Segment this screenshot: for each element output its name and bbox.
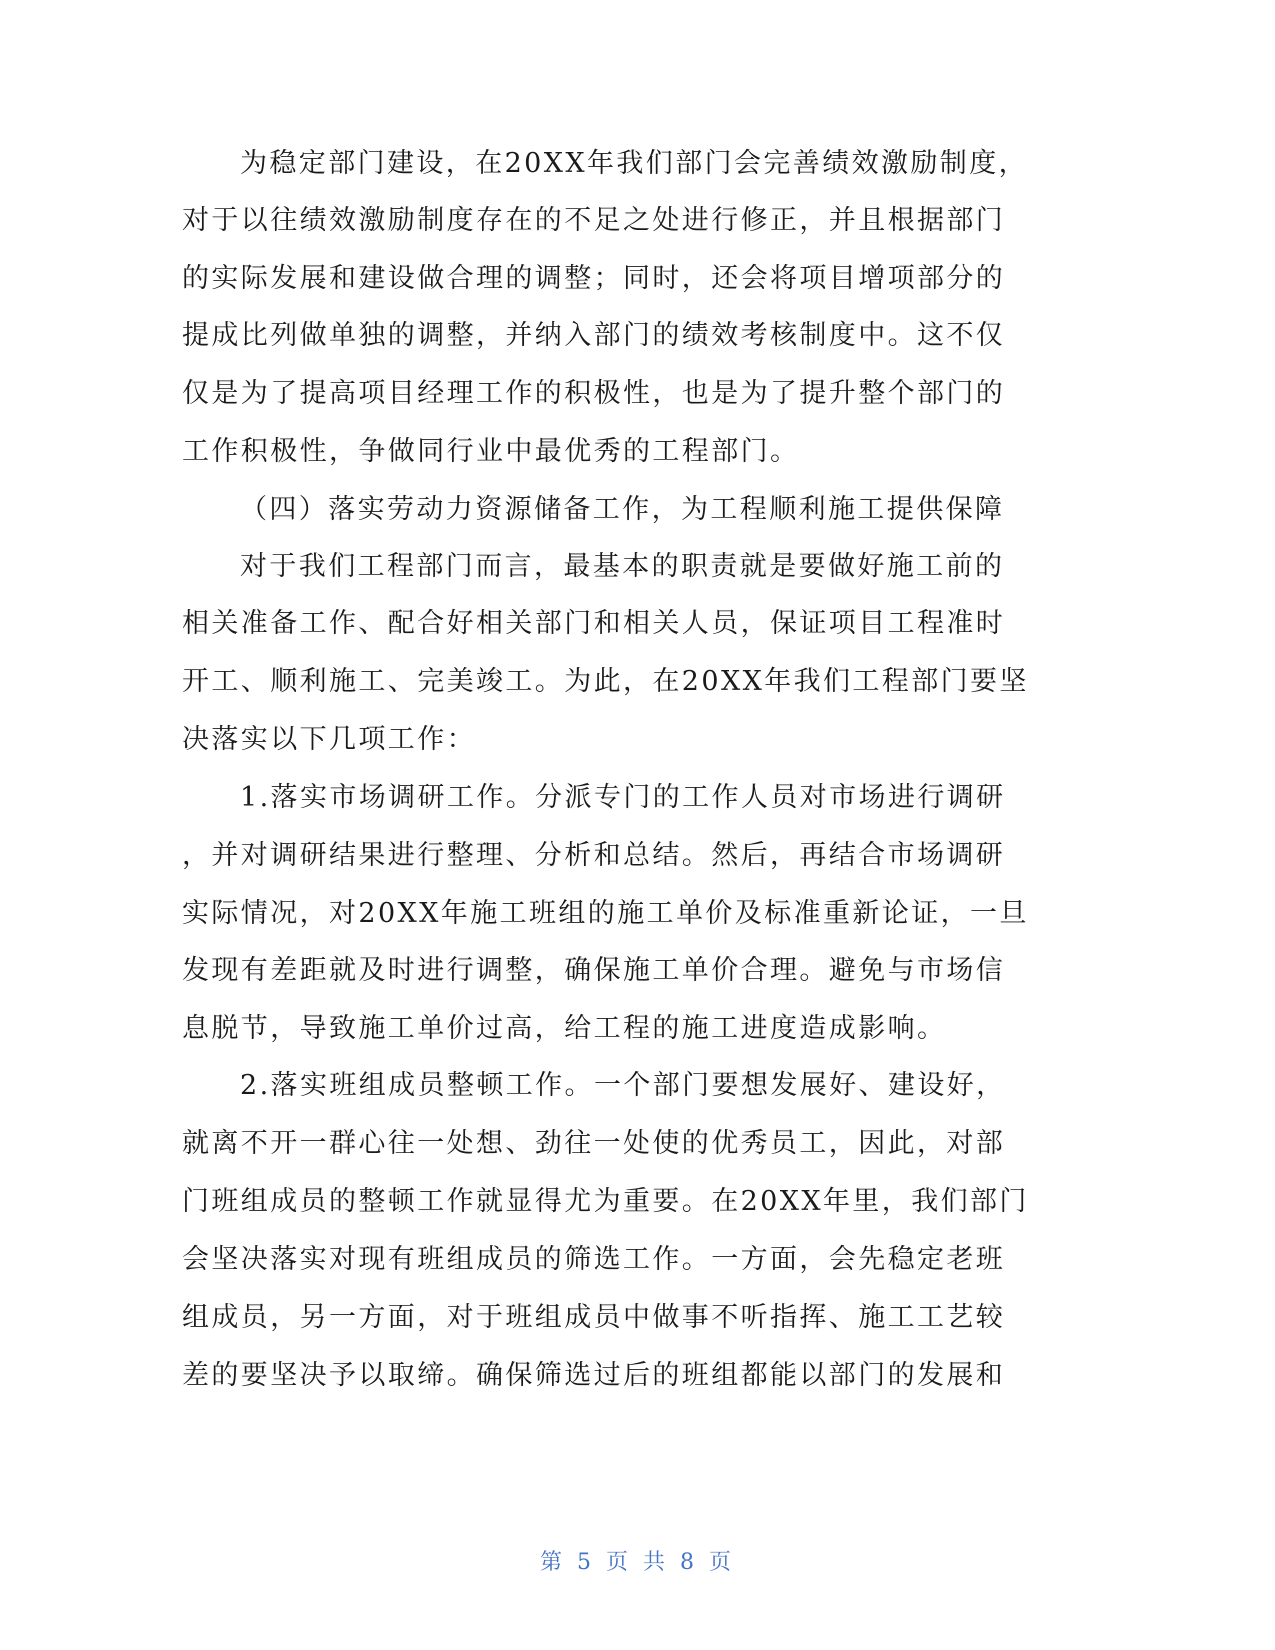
- text-line: [0, 999, 1275, 1059]
- text-line: [0, 134, 1275, 194]
- text-line: [0, 364, 1275, 424]
- text-line: [0, 652, 1275, 712]
- text-line-content: 会坚决落实对现有班组成员的筛选工作。一方面，会先稳定老班: [182, 1244, 1006, 1275]
- section-heading: [0, 480, 1275, 540]
- text-line-content: 仅是为了提高项目经理工作的积极性，也是为了提升整个部门的: [182, 378, 1006, 409]
- text-line-content: 1.落实市场调研工作。分派专门的工作人员对市场进行调研: [240, 782, 1006, 813]
- text-line: [0, 537, 1275, 597]
- text-line: [0, 422, 1275, 482]
- text-line-content: 决落实以下几项工作：: [182, 724, 476, 755]
- text-line-content: 门班组成员的整顿工作就显得尤为重要。在20XX年里，我们部门: [182, 1186, 1029, 1217]
- text-line: [0, 710, 1275, 770]
- text-line-content: 息脱节，导致施工单价过高，给工程的施工进度造成影响。: [182, 1013, 947, 1044]
- text-line-content: 组成员，另一方面，对于班组成员中做事不听指挥、施工工艺较: [182, 1302, 1006, 1333]
- text-line-content: 对于我们工程部门而言，最基本的职责就是要做好施工前的: [240, 551, 1005, 582]
- text-line-content: 就离不开一群心往一处想、劲往一处使的优秀员工，因此，对部: [182, 1128, 1006, 1159]
- text-line: [0, 1288, 1275, 1348]
- text-line-content: 的实际发展和建设做合理的调整；同时，还会将项目增项部分的: [182, 263, 1006, 294]
- text-line-content: 工作积极性，争做同行业中最优秀的工程部门。: [182, 436, 800, 467]
- text-line: [0, 1346, 1275, 1406]
- page-number-footer: 第 5 页 共 8 页: [540, 1550, 735, 1575]
- text-line-content: 开工、顺利施工、完美竣工。为此，在20XX年我们工程部门要坚: [182, 666, 1029, 697]
- text-line: [0, 941, 1275, 1001]
- text-line: [0, 1230, 1275, 1290]
- text-line-content: 为稳定部门建设，在20XX年我们部门会完善绩效激励制度，: [240, 148, 1028, 179]
- text-line-content: 相关准备工作、配合好相关部门和相关人员，保证项目工程准时: [182, 608, 1006, 639]
- text-line: [0, 768, 1275, 828]
- section-heading-text: （四）落实劳动力资源储备工作，为工程顺利施工提供保障: [240, 494, 1005, 525]
- text-line: [0, 1172, 1275, 1232]
- text-line-content: 实际情况，对20XX年施工班组的施工单价及标准重新论证，一旦: [182, 898, 1029, 929]
- text-line-content: 发现有差距就及时进行调整，确保施工单价合理。避免与市场信: [182, 955, 1006, 986]
- text-line-content: 对于以往绩效激励制度存在的不足之处进行修正，并且根据部门: [182, 205, 1006, 236]
- text-line-content: ，并对调研结果进行整理、分析和总结。然后，再结合市场调研: [182, 840, 1006, 871]
- text-line: [0, 191, 1275, 251]
- text-line: [0, 306, 1275, 366]
- text-line: [0, 249, 1275, 309]
- text-line: [0, 826, 1275, 886]
- text-line: [0, 594, 1275, 654]
- text-line-content: 提成比列做单独的调整，并纳入部门的绩效考核制度中。这不仅: [182, 320, 1006, 351]
- text-line-content: 差的要坚决予以取缔。确保筛选过后的班组都能以部门的发展和: [182, 1360, 1006, 1391]
- text-line: [0, 1114, 1275, 1174]
- text-line: [0, 884, 1275, 944]
- text-line: [0, 1056, 1275, 1116]
- text-line-content: 2.落实班组成员整顿工作。一个部门要想发展好、建设好，: [240, 1070, 1006, 1101]
